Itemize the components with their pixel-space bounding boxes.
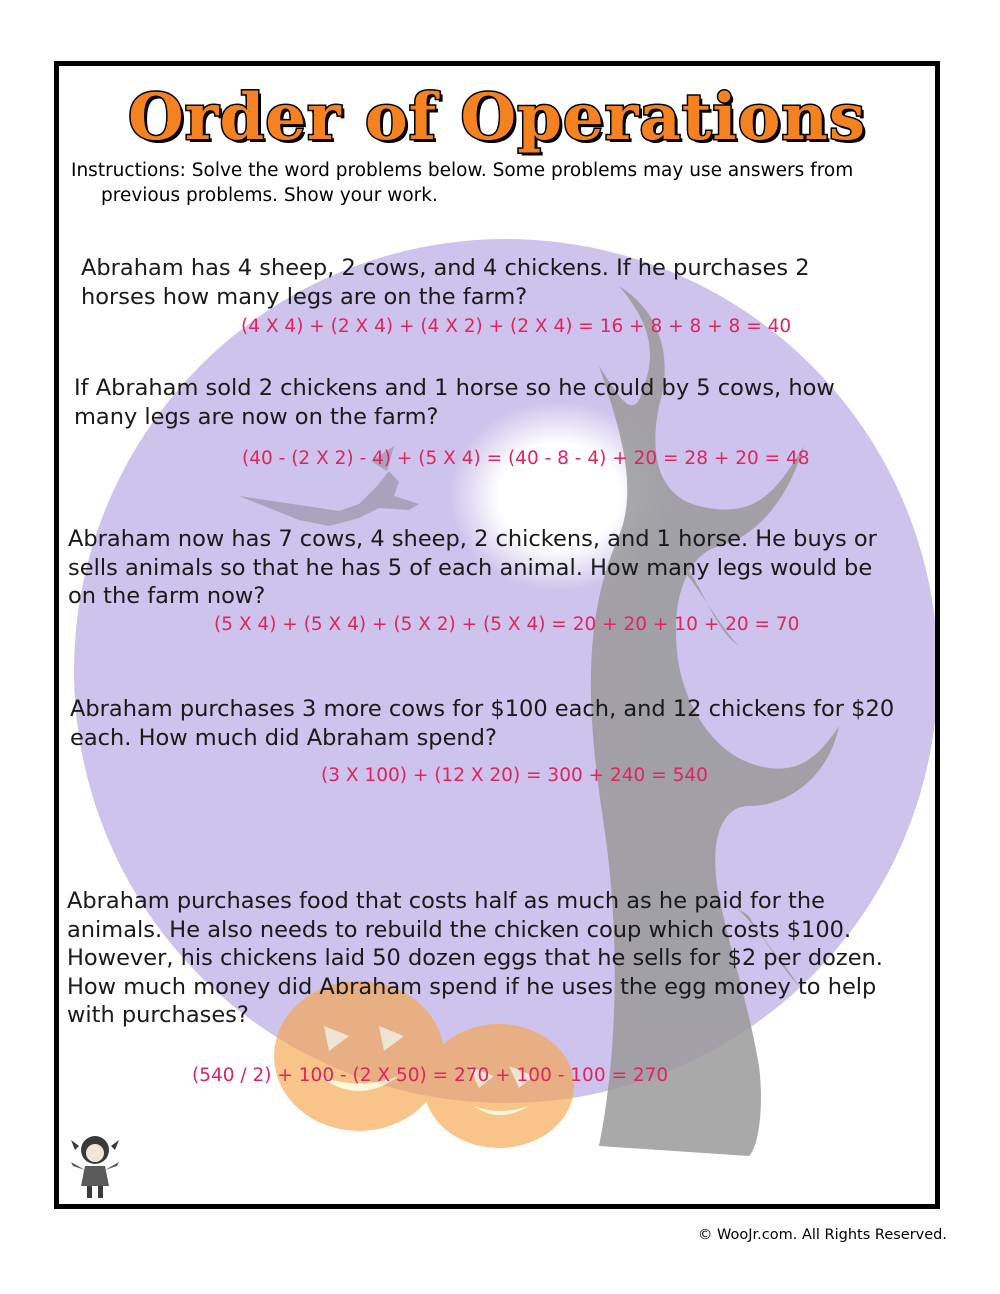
problem-4-question: Abraham purchases 3 more cows for $100 each, and 12 chickens for $20 each. How much did Abraham spend?	[70, 696, 895, 751]
problem-2-question: If Abraham sold 2 chickens and 1 horse so he could by 5 cows, how many legs are now on the farm?	[74, 375, 835, 430]
problem-3-answer: (5 X 4) + (5 X 4) + (5 X 2) + (5 X 4) = 20 + 20 + 10 + 20 = 70	[214, 614, 800, 635]
copyright-footer: © WooJr.com. All Rights Reserved.	[697, 1227, 947, 1243]
problem-4-answer: (3 X 100) + (12 X 20) = 300 + 240 = 540	[321, 765, 708, 786]
instructions-text: Instructions: Solve the word problems below. Some problems may use answers from previous problems. Show your work.	[71, 160, 854, 206]
problem-1-question: Abraham has 4 sheep, 2 cows, and 4 chickens. If he purchases 2 horses how many legs are on the farm?	[81, 255, 810, 310]
problem-5-answer: (540 / 2) + 100 - (2 X 50) = 270 + 100 - 100 = 270	[192, 1065, 669, 1086]
halloween-background-art	[59, 66, 940, 1209]
problem-5-question: Abraham purchases food that costs half as much as he paid for the animals. He also needs to rebuild the chicken coup which costs $100. However, his chickens laid 50 dozen eggs that he sells for $2 per dozen. How much money did Abraham spend if he uses the egg money to help with purchases?	[67, 888, 883, 1028]
problem-3-question: Abraham now has 7 cows, 4 sheep, 2 chickens, and 1 horse. He buys or sells animals so that he has 5 of each animal. How many legs would be on the farm now?	[68, 526, 877, 609]
problem-1-answer: (4 X 4) + (2 X 4) + (4 X 2) + (2 X 4) = 16 + 8 + 8 + 8 = 40	[241, 316, 792, 337]
mascot-girl-icon	[71, 1136, 119, 1198]
worksheet-frame	[54, 61, 940, 1209]
problem-2-answer: (40 - (2 X 2) - 4) + (5 X 4) = (40 - 8 - 4) + 20 = 28 + 20 = 48	[242, 448, 810, 469]
page-title: Order of Operations	[128, 80, 866, 155]
